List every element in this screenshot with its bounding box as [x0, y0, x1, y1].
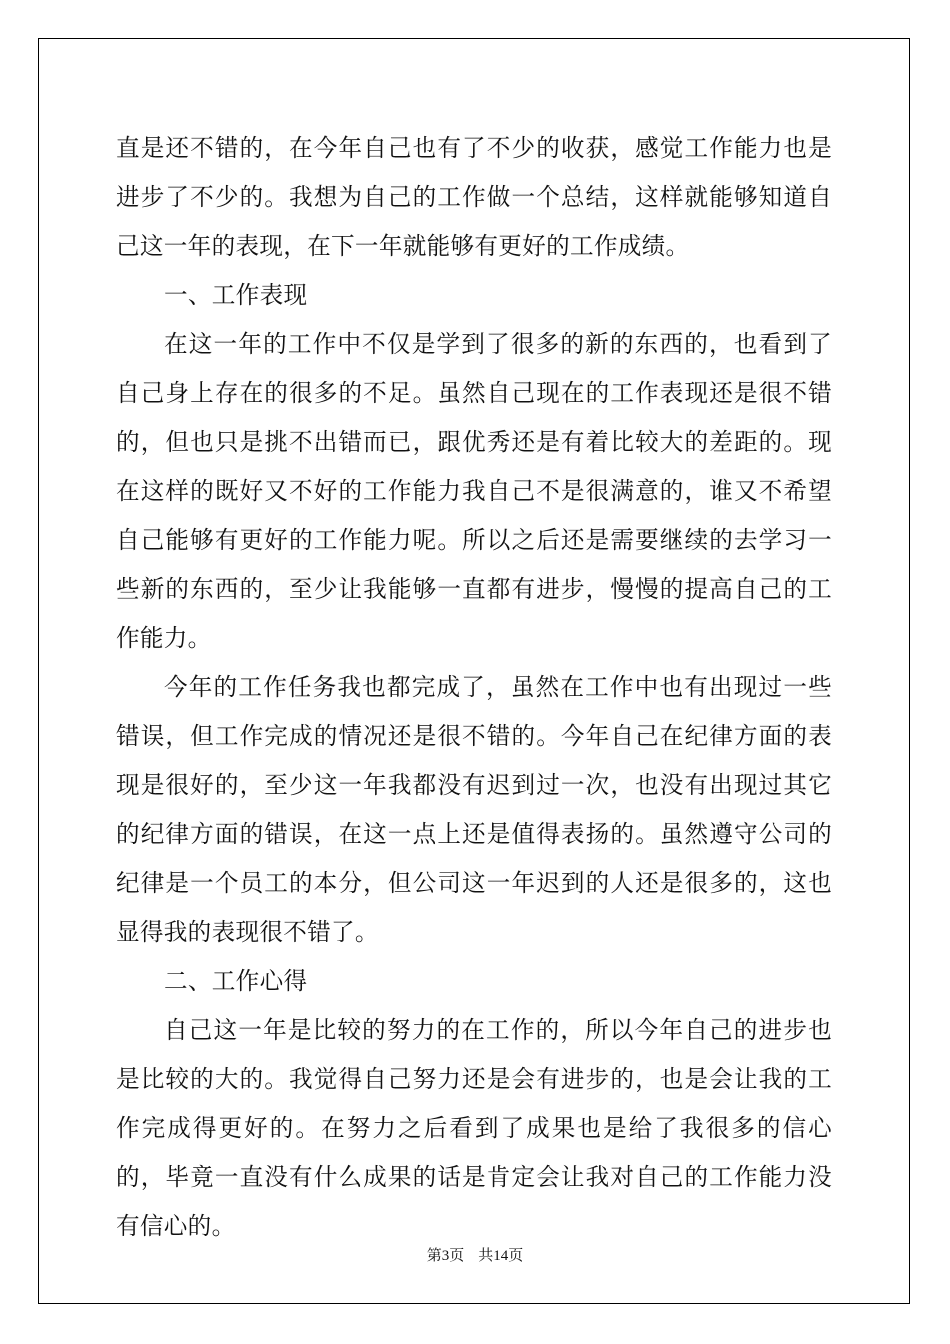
- page-total: 共14页: [478, 1248, 524, 1264]
- section-heading-work-performance: 一、工作表现: [164, 281, 308, 309]
- section-heading-work-insights: 二、工作心得: [164, 967, 308, 995]
- document-body: [116, 124, 832, 1251]
- page-number: 第3页: [426, 1248, 465, 1264]
- paragraph-learning: 在这一年的工作中不仅是学到了很多的新的东西的，也看到了自己身上存在的很多的不足。虽然自己现在的工作表现还是很不错的，但也只是挑不出错而已，跟优秀还是有着比较大的差距的。现在这样的既好又不好的工作能力我自己不是很满意的，谁又不希望自己能够有更好的工作能力呢。所以之后还是需要继续的去学习一些新的东西的，至少让我能够一直都有进步，慢慢的提高自己的工作能力。: [116, 330, 832, 652]
- paragraph-intro-continuation: 直是还不错的，在今年自己也有了不少的收获，感觉工作能力也是进步了不少的。我想为自己的工作做一个总结，这样就能够知道自己这一年的表现，在下一年就能够有更好的工作成绩。: [116, 134, 832, 260]
- paragraph-discipline: 今年的工作任务我也都完成了，虽然在工作中也有出现过一些错误，但工作完成的情况还是很不错的。今年自己在纪律方面的表现是很好的，至少这一年我都没有迟到过一次，也没有出现过其它的纪律方面的错误，在这一点上还是值得表扬的。虽然遵守公司的纪律是一个员工的本分，但公司这一年迟到的人还是很多的，这也显得我的表现很不错了。: [116, 673, 832, 946]
- paragraph-effort: 自己这一年是比较的努力的在工作的，所以今年自己的进步也是比较的大的。我觉得自己努力还是会有进步的，也是会让我的工作完成得更好的。在努力之后看到了成果也是给了我很多的信心的，毕竟一直没有什么成果的话是肯定会让我对自己的工作能力没有信心的。: [116, 1016, 832, 1240]
- page-footer: [0, 1244, 950, 1265]
